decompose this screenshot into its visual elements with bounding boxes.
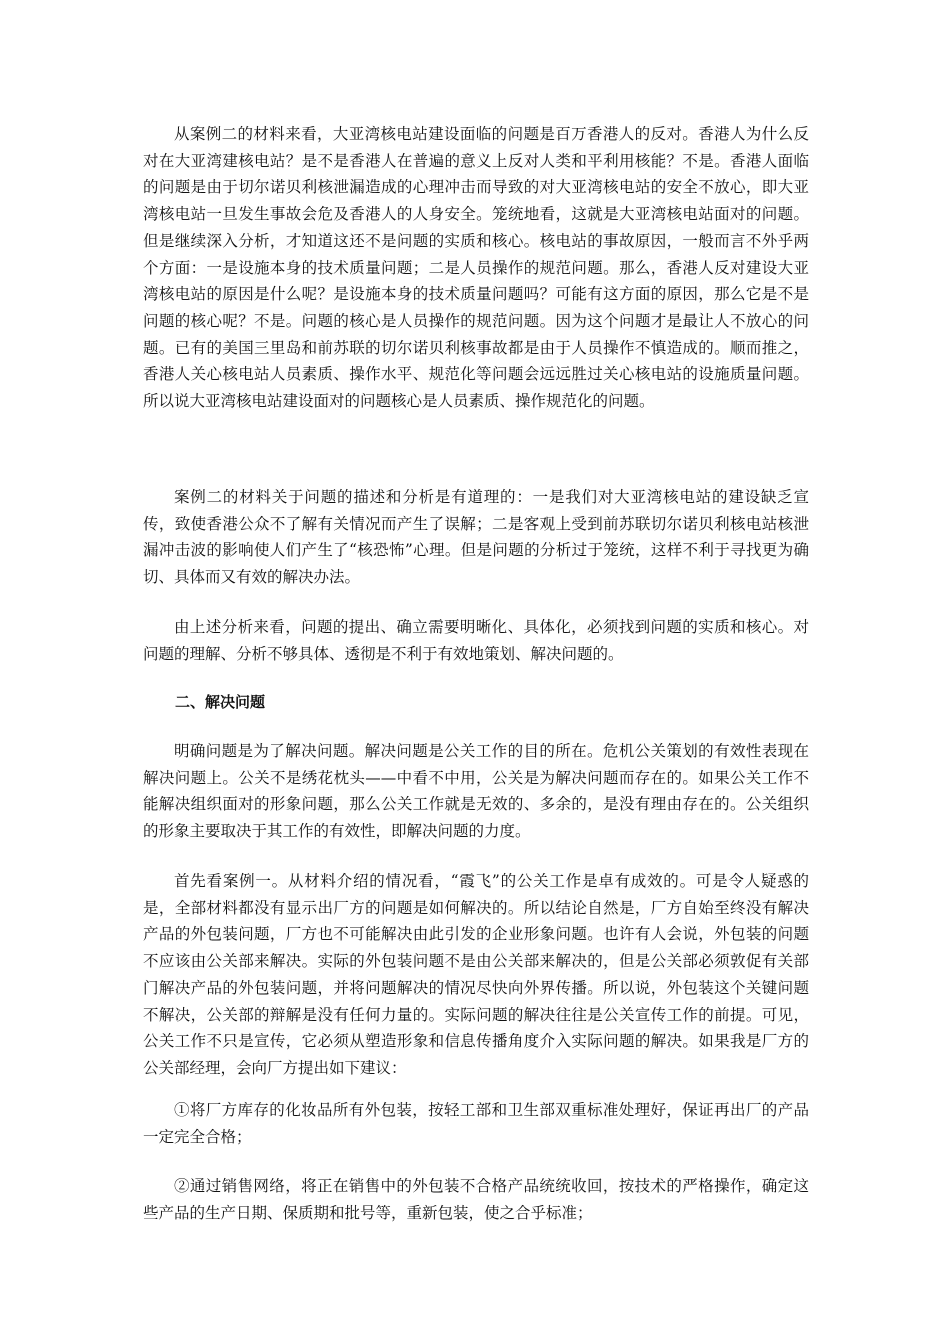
- paragraph-case-two-analysis: 从案例二的材料来看，大亚湾核电站建设面临的问题是百万香港人的反对。香港人为什么反对在大亚湾建核电站？是不是香港人在普遍的意义上反对人类和平利用核能？不是。香港人面临的问题是由于切尔诺贝利核泄漏造成的心理冲击而导致的对大亚湾核电站的安全不放心，即大亚湾核电站一旦发生事故会危及香港人的人身安全。笼统地看，这就是大亚湾核电站面对的问题。但是继续深入分析，才知道这还不是问题的实质和核心。核电站的事故原因，一般而言不外乎两个方面：一是设施本身的技术质量问题；二是人员操作的规范问题。那么，香港人反对建设大亚湾核电站的原因是什么呢？是设施本身的技术质量问题吗？可能有这方面的原因，那么它是不是问题的核心呢？不是。问题的核心是人员操作的规范问题。因为这个问题才是最让人不放心的问题。已有的美国三里岛和前苏联的切尔诺贝利核事故都是由于人员操作不慎造成的。顺而推之，香港人关心核电站人员素质、操作水平、规范化等问题会远远胜过关心核电站的设施质量问题。所以说大亚湾核电站建设面对的问题核心是人员素质、操作规范化的问题。: [143, 125, 809, 411]
- paragraph-summary: 由上述分析来看，问题的提出、确立需要明晰化、具体化，必须找到问题的实质和核心。对问题的理解、分析不够具体、透彻是不利于有效地策划、解决问题的。: [143, 618, 809, 663]
- paragraph-suggestion-1: ①将厂方库存的化妆品所有外包装，按轻工部和卫生部双重标准处理好，保证再出厂的产品一定完全合格；: [143, 1101, 809, 1146]
- paragraph-case-two-evaluation: 案例二的材料关于问题的描述和分析是有道理的：一是我们对大亚湾核电站的建设缺乏宣传，致使香港公众不了解有关情况而产生了误解；二是客观上受到前苏联切尔诺贝利核电站核泄漏冲击波的影响使人们产生了“核恐怖”心理。但是问题的分析过于笼统，这样不利于寻找更为确切、具体而又有效的解决办法。: [143, 488, 809, 587]
- paragraph-suggestion-2: ②通过销售网络，将正在销售中的外包装不合格产品统统收回，按技术的严格操作，确定这些产品的生产日期、保质期和批号等，重新包装，使之合乎标准；: [143, 1177, 809, 1222]
- paragraph-case-one: 首先看案例一。从材料介绍的情况看，“霞飞”的公关工作是卓有成效的。可是令人疑惑的是，全部材料都没有显示出厂方的问题是如何解决的。所以结论自然是，厂方自始至终没有解决产品的外包装问题，厂方也不可能解决由此引发的企业形象问题。也许有人会说，外包装的问题不应该由公关部来解决。实际的外包装问题不是由公关部来解决的，但是公关部必须敦促有关部门解决产品的外包装问题，并将问题解决的情况尽快向外界传播。所以说，外包装这个关键问题不解决，公关部的辩解是没有任何力量的。实际问题的解决往往是公关宣传工作的前提。可见，公关工作不只是宣传，它必须从塑造形象和信息传播角度介入实际问题的解决。如果我是厂方的公关部经理，会向厂方提出如下建议：: [143, 872, 809, 1077]
- paragraph-solve-intro: 明确问题是为了解决问题。解决问题是公关工作的目的所在。危机公关策划的有效性表现在解决问题上。公关不是绣花枕头——中看不中用，公关是为解决问题而存在的。如果公关工作不能解决组织面对的形象问题，那么公关工作就是无效的、多余的，是没有理由存在的。公关组织的形象主要取决于其工作的有效性，即解决问题的力度。: [143, 742, 809, 841]
- section-heading-solve-problem: 二、解决问题: [175, 693, 266, 711]
